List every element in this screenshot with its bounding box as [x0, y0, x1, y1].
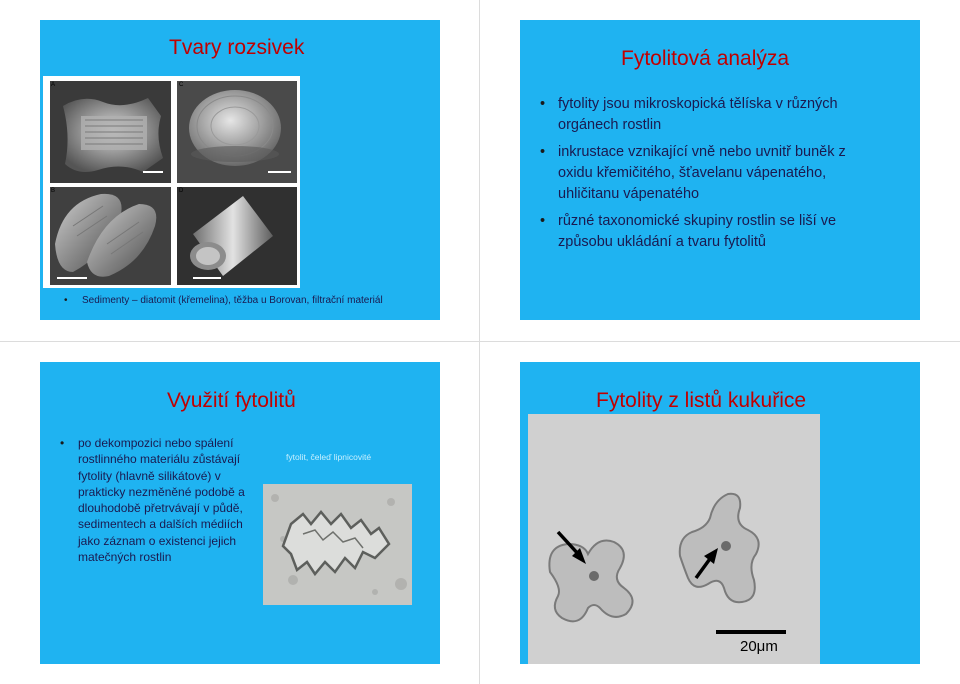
slide-tvary-rozsivek: [40, 20, 440, 320]
cell-divider-vertical: [479, 0, 480, 684]
bullet-text: inkrustace vznikající vně nebo uvnitř buněk z oxidu křemičitého, šťavelanu vápenatého, uhličitanu vápenatého: [558, 144, 846, 202]
panel-label-c: C: [179, 82, 184, 88]
maize-phytolith-image: [528, 414, 820, 664]
panel-label-a: A: [51, 82, 56, 88]
photo-caption: fytolit, čeleď lipnicovité: [286, 452, 372, 462]
panel-label-d: D: [179, 188, 184, 194]
slide-fytolitova-analyza: [520, 20, 920, 320]
cell-divider-horizontal: [0, 341, 960, 342]
slide-title: Tvary rozsivek: [169, 36, 305, 59]
bullet-text: různé taxonomické skupiny rostlin se liší ve způsobu ukládání a tvaru fytolitů: [558, 213, 837, 250]
caption-item: [82, 295, 432, 306]
bullet-text: fytolity jsou mikroskopická tělíska v různých orgánech rostlin: [558, 96, 838, 133]
bullet-item: [558, 211, 878, 253]
phytolith-micrograph: [263, 484, 412, 605]
bullet-list: [558, 94, 878, 253]
caption-text: Sedimenty – diatomit (křemelina), těžba u Borovan, filtrační materiál: [82, 295, 383, 306]
slide-title: Fytolity z listů kukuřice: [596, 389, 807, 412]
slide-title: Využití fytolitů: [167, 389, 296, 412]
bullet-list: [78, 435, 253, 565]
bullet-text: po dekompozici nebo spálení rostlinného materiálu zůstávají fytolity (hlavně silikátové) v prakticky nezměněné podobě a dlouhodobě přetrvávají v půdě, sedimentech a dalších médiích jako záznam o existenci jejich matečných rostlin: [78, 436, 245, 565]
bullet-item: [78, 435, 253, 565]
slide-title: Fytolitová analýza: [621, 47, 790, 70]
bullet-item: [558, 142, 878, 205]
diatom-sem-image: [43, 76, 300, 288]
bullet-item: [558, 94, 878, 136]
scale-label: 20μm: [740, 638, 778, 655]
caption-list: [82, 295, 432, 306]
slide-vyuziti-fytolitu: [40, 362, 440, 664]
panel-label-b: B: [51, 188, 56, 194]
slide-fytolity-kukurice: [520, 362, 920, 664]
